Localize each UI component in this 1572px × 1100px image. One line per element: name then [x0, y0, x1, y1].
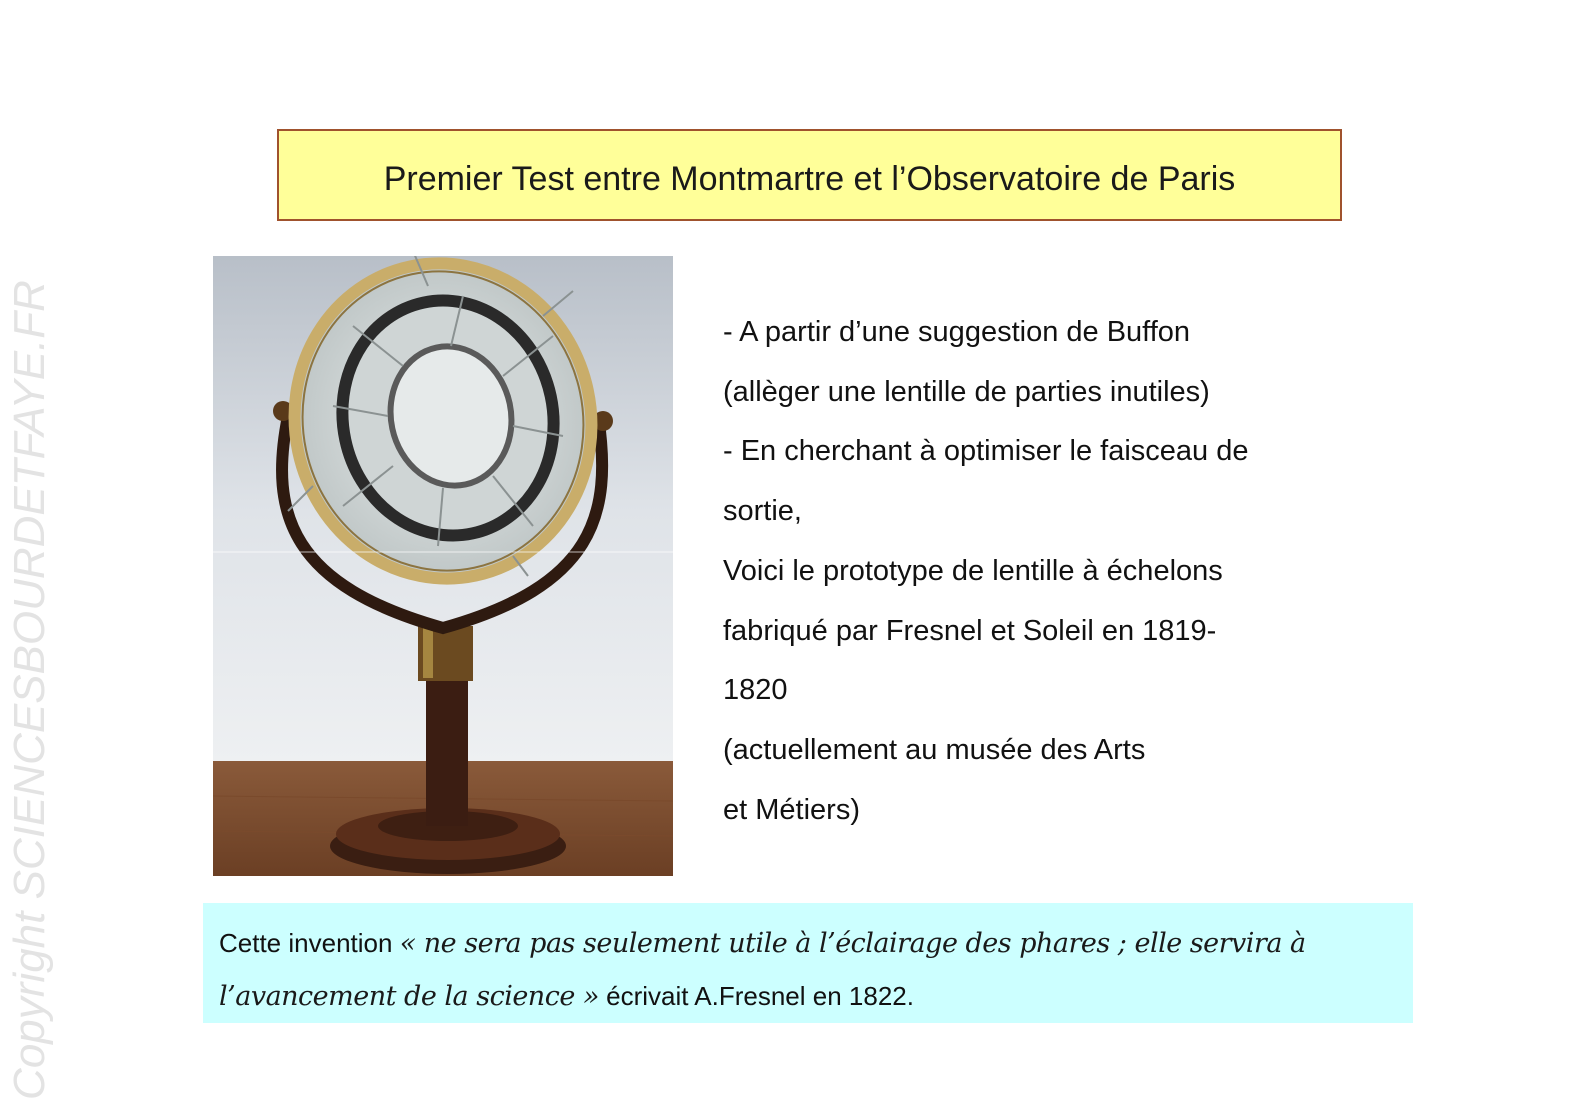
quote-script-2: l’avancement de la science » [219, 981, 599, 1012]
quote-lead: Cette invention [219, 928, 393, 958]
quote-tail: écrivait A.Fresnel en 1822. [606, 981, 914, 1011]
body-line: fabriqué par Fresnel et Soleil en 1819- [723, 614, 1217, 647]
quote-line-2 [219, 970, 1397, 1023]
slide-title: Premier Test entre Montmartre et l’Observatoire de Paris [383, 159, 1236, 198]
body-line: (actuellement au musée des Arts [723, 733, 1146, 766]
quote-box [203, 903, 1413, 1023]
body-line: sortie, [723, 495, 802, 528]
body-line: 1820 [723, 674, 788, 707]
body-line: - En cherchant à optimiser le faisceau de [723, 435, 1249, 468]
quote-line-1 [219, 917, 1397, 970]
description-text [723, 303, 1363, 840]
body-line: - A partir d’une suggestion de Buffon [723, 316, 1191, 348]
title-box [277, 129, 1342, 221]
watermark-text: Copyright SCIENCESBOURDETFAYE.FR [5, 280, 54, 1100]
body-line: (allèger une lentille de parties inutiles) [723, 375, 1210, 408]
copyright-watermark [0, 0, 60, 1100]
body-line: et Métiers) [723, 793, 860, 826]
body-line: Voici le prototype de lentille à échelons [723, 554, 1223, 587]
quote-script-1: « ne sera pas seulement utile à l’éclairage des phares ; elle servira à [399, 928, 1306, 959]
fresnel-lens-photo [213, 256, 673, 876]
